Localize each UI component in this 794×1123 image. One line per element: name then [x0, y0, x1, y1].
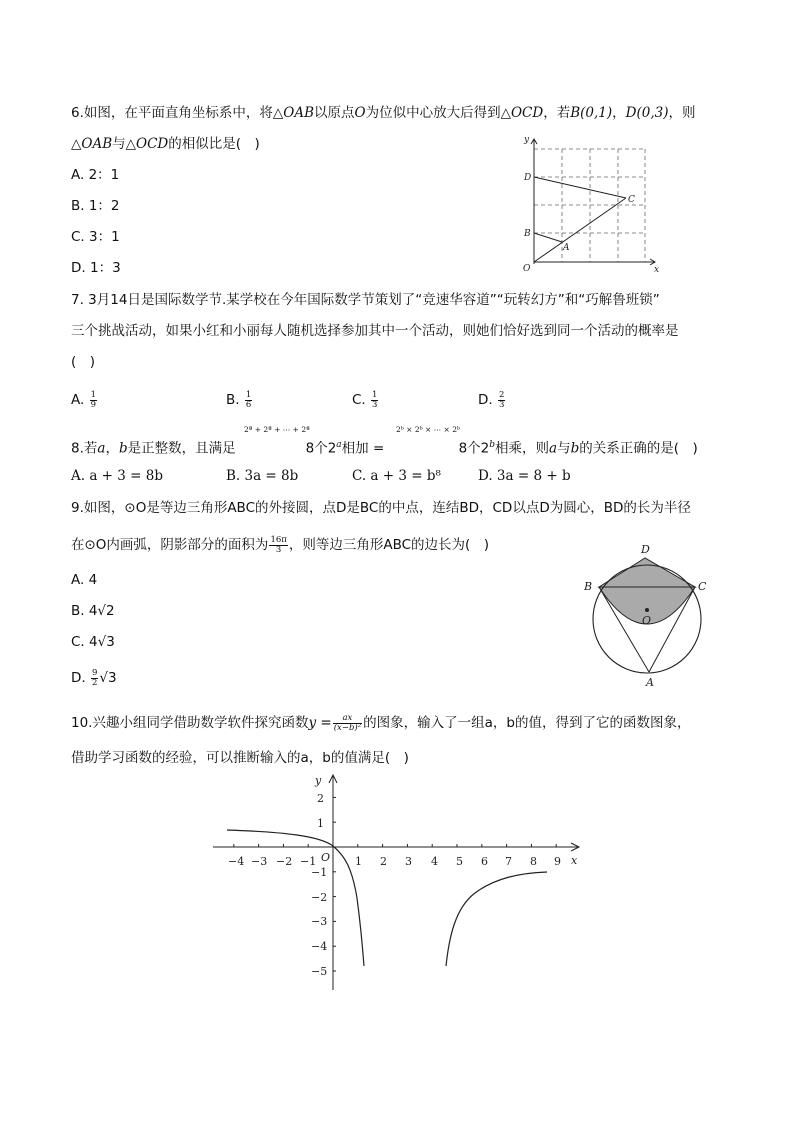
q10-ytick-neg2: −2 — [311, 891, 328, 904]
q8-sum-overbrace: 2ª + 2ª + ⋯ + 2ª — [244, 425, 310, 434]
q6-option-c[interactable]: C. 3：1 — [71, 229, 120, 245]
q10-xtick-neg2: −2 — [276, 855, 293, 868]
q10-stem-line2: 借助学习函数的经验，可以推断输入的a，b的值满足( ) — [71, 750, 409, 766]
q8-option-a[interactable]: A. a + 3 = 8b — [71, 468, 163, 484]
q7-stem-line3: ( ) — [71, 354, 96, 370]
q7-stem-line1: 7. 3月14日是国际数学节.某学校在今年国际数学节策划了“竞速华容道”“玩转幻方”和“巧解鲁班锁” — [71, 292, 660, 308]
q10-axis-y-label: y — [315, 774, 322, 787]
q10-xtick-2: 2 — [380, 855, 387, 868]
q10-stem-line1: 10.兴趣小组同学借助数学软件探究函数y = $\frac{ax}{\text{(x−b)²}}$ 的图象，输入了一组a，b的值，得到了它的函数图象， — [71, 712, 691, 733]
q10-curve-left-branch — [227, 830, 364, 966]
q10-ytick-1: 1 — [317, 817, 324, 830]
q6-label-b: B — [524, 229, 531, 239]
q10-xtick-3: 3 — [405, 855, 412, 868]
q6-label-c: C — [628, 195, 635, 205]
q10-xtick-4: 4 — [431, 855, 438, 868]
q9-figure-circle — [575, 538, 705, 690]
q6-option-d[interactable]: D. 1：3 — [71, 260, 121, 276]
q10-xtick-8: 8 — [530, 855, 537, 868]
q8-option-b[interactable]: B. 3a = 8b — [226, 468, 299, 484]
q10-function-graph — [205, 768, 595, 998]
q6-figure-grid — [515, 134, 665, 276]
q10-origin-label: O — [321, 851, 331, 864]
q6-label-a: A — [563, 243, 570, 253]
q10-ytick-neg4: −4 — [311, 940, 328, 953]
q9-option-c[interactable]: C. 4√3 — [71, 634, 115, 650]
q10-ytick-neg3: −3 — [311, 915, 328, 928]
q9-stem-line1: 9.如图，⊙O是等边三角形ABC的外接圆，点D是BC的中点，连结BD，CD以点D为圆心，BD的长为半径 — [71, 500, 691, 516]
q10-xtick-neg4: −4 — [228, 855, 245, 868]
q8-option-d[interactable]: D. 3a = 8 + b — [478, 468, 571, 484]
q6-label-o: O — [523, 264, 531, 274]
q9-option-a[interactable]: A. 4 — [71, 572, 98, 588]
q7-option-d[interactable]: D. $\frac{2}{3}$ — [478, 389, 505, 410]
q6-stem-line2: △OAB与△OCD的相似比是( ) — [71, 136, 260, 152]
q9-label-d: D — [641, 543, 650, 556]
q10-xtick-5: 5 — [456, 855, 463, 868]
q6-label-d: D — [524, 173, 532, 183]
q10-xtick-neg1: −1 — [300, 855, 317, 868]
q9-label-c: C — [698, 580, 707, 593]
q9-label-b: B — [584, 580, 593, 593]
q7-stem-line2: 三个挑战活动，如果小红和小丽每人随机选择参加其中一个活动，则她们恰好选到同一个活动的概率是 — [71, 323, 679, 339]
q7-option-b[interactable]: B. $\frac{1}{6}$ — [226, 389, 252, 410]
q6-option-b[interactable]: B. 1：2 — [71, 198, 120, 214]
q10-curve-right-branch — [446, 872, 547, 966]
q10-xtick-6: 6 — [481, 855, 488, 868]
q10-ytick-neg5: −5 — [311, 965, 328, 978]
q9-label-o: O — [642, 614, 652, 627]
q7-option-a[interactable]: A. $\frac{1}{9}$ — [71, 389, 97, 410]
q9-option-d[interactable]: D. $\frac{9}{2}$ √3 — [71, 667, 117, 688]
q10-xtick-7: 7 — [505, 855, 512, 868]
q10-axis-x-label: x — [571, 854, 578, 867]
q6-stem-line1: 6.如图，在平面直角坐标系中，将△OAB以原点O为位似中心放大后得到△OCD，若B(0,1)，D(0,3)，则 — [71, 105, 696, 121]
q8-option-c[interactable]: C. a + 3 = b⁸ — [352, 468, 441, 484]
q10-ytick-neg1: −1 — [311, 866, 328, 879]
q10-xtick-neg3: −3 — [251, 855, 268, 868]
q8-stem: 8.若a，b是正整数，且满足 8个2$^a$相加 = 8个2$^b$相乘，则a与b的关系正确的是( ) — [71, 440, 698, 457]
q7-option-c[interactable]: C. $\frac{1}{3}$ — [352, 389, 378, 410]
q6-option-a[interactable]: A. 2：1 — [71, 167, 120, 183]
q10-ytick-2: 2 — [317, 792, 324, 805]
q8-product-overbrace: 2ᵇ × 2ᵇ × ⋯ × 2ᵇ — [396, 425, 460, 434]
q9-label-a: A — [646, 676, 654, 689]
q10-xtick-9: 9 — [554, 855, 561, 868]
q10-xtick-1: 1 — [355, 855, 362, 868]
q9-option-b[interactable]: B. 4√2 — [71, 603, 115, 619]
q6-label-y: y — [524, 135, 530, 145]
q6-label-x: x — [654, 265, 660, 275]
q9-stem-line2: 在⊙O内画弧，阴影部分的面积为 $\frac{16\pi}{3}$ ，则等边三角形ABC的边长为( ) — [71, 534, 490, 555]
